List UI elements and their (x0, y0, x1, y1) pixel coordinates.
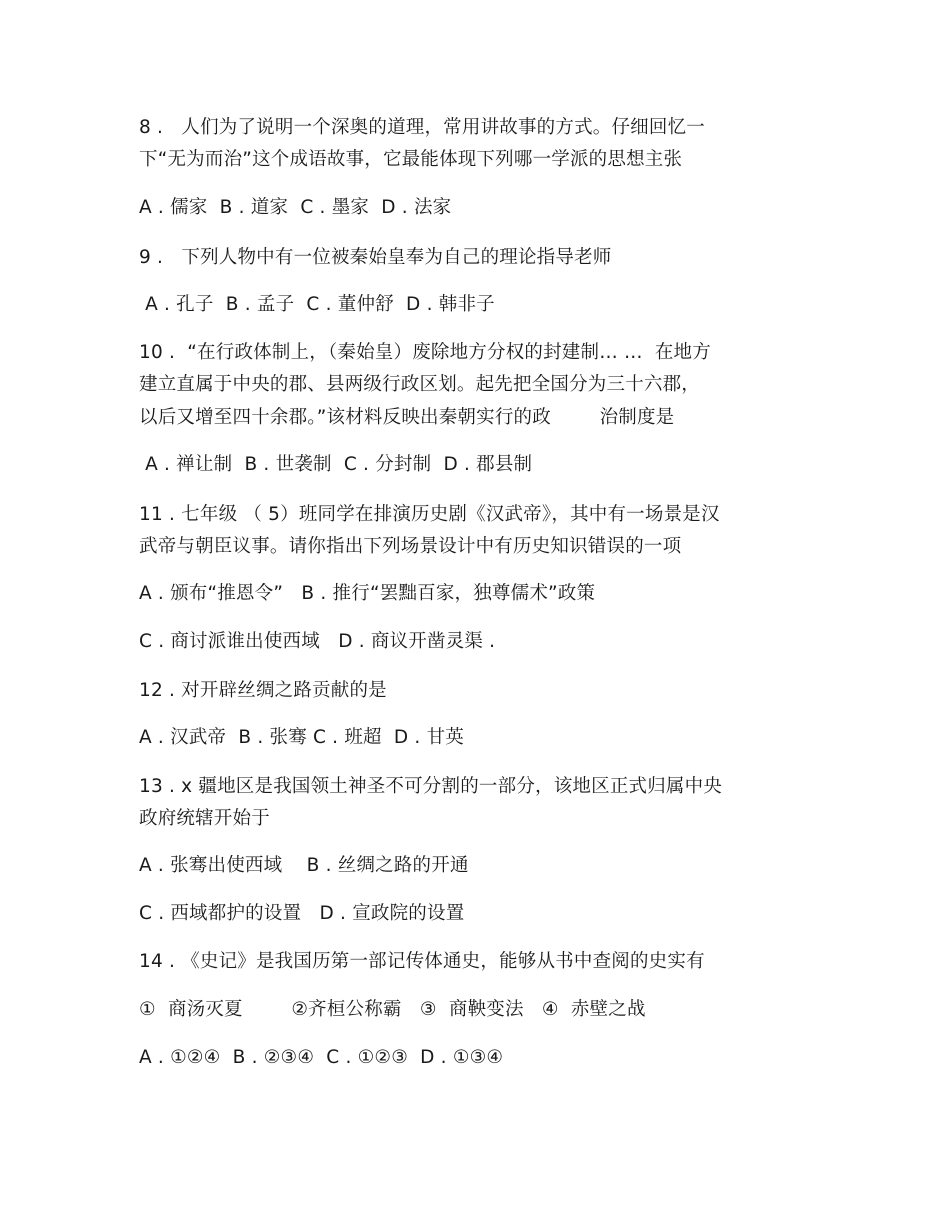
q9-stem: 9 . 下列人物中有一位被秦始皇奉为自己的理论指导老师 (139, 247, 612, 268)
q8-stem-line1: 8 . 人们为了说明一个深奥的道理，常用讲故事的方式。仔细回忆一 (139, 117, 705, 138)
q13-stem-line2: 政府统辖开始于 (139, 808, 270, 829)
q8-options: A . 儒家 B . 道家 C . 墨家 D . 法家 (139, 197, 452, 218)
q14-options: A . ①②④ B . ②③④ C . ①②③ D . ①③④ (139, 1047, 504, 1068)
q11-stem-line1: 11 . 七年级 （ 5）班同学在排演历史剧《汉武帝》，其中有一场景是汉 (139, 504, 720, 525)
q13-stem-line1: 13 . x 疆地区是我国领土神圣不可分割的一部分，该地区正式归属中央 (139, 776, 723, 797)
q14-items: ① 商汤灭夏 ②齐桓公称霸 ③ 商鞅变法 ④ 赤壁之战 (139, 999, 646, 1020)
q12-options: A . 汉武帝 B . 张骞 C . 班超 D . 甘英 (139, 727, 464, 748)
q13-options-line2: C . 西域都护的设置 D . 宣政院的设置 (139, 903, 465, 924)
q10-options: A . 禅让制 B . 世袭制 C . 分封制 D . 郡县制 (139, 454, 533, 475)
q11-stem-line2: 武帝与朝臣议事。请你指出下列场景设计中有历史知识错误的一项 (139, 536, 682, 557)
q11-options-line1: A . 颁布“推恩令” B . 推行“罢黜百家，独尊儒术”政策 (139, 583, 596, 604)
q8-stem-line2: 下“无为而治”这个成语故事，它最能体现下列哪一学派的思想主张 (139, 149, 683, 170)
q11-options-line2: C . 商讨派谁出使西域 D . 商议开凿灵渠 . (139, 631, 496, 652)
q12-stem: 12 . 对开辟丝绸之路贡献的是 (139, 680, 387, 701)
q9-options: A . 孔子 B . 孟子 C . 董仲舒 D . 韩非子 (139, 294, 495, 315)
q14-stem: 14 . 《史记》是我国历第一部记传体通史，能够从书中查阅的史实有 (139, 951, 705, 972)
q10-stem-line1: 10 . “在行政体制上，（秦始皇）废除地方分权的封建制… … 在地方 (139, 342, 711, 363)
q13-options-line1: A . 张骞出使西域 B . 丝绸之路的开通 (139, 855, 469, 876)
q10-stem-line2: 建立直属于中央的郡、县两级行政区划。起先把全国分为三十六郡， (139, 374, 701, 395)
q10-stem-line3: 以后又增至四十余郡。”该材料反映出秦朝实行的政 治制度是 (139, 407, 675, 428)
